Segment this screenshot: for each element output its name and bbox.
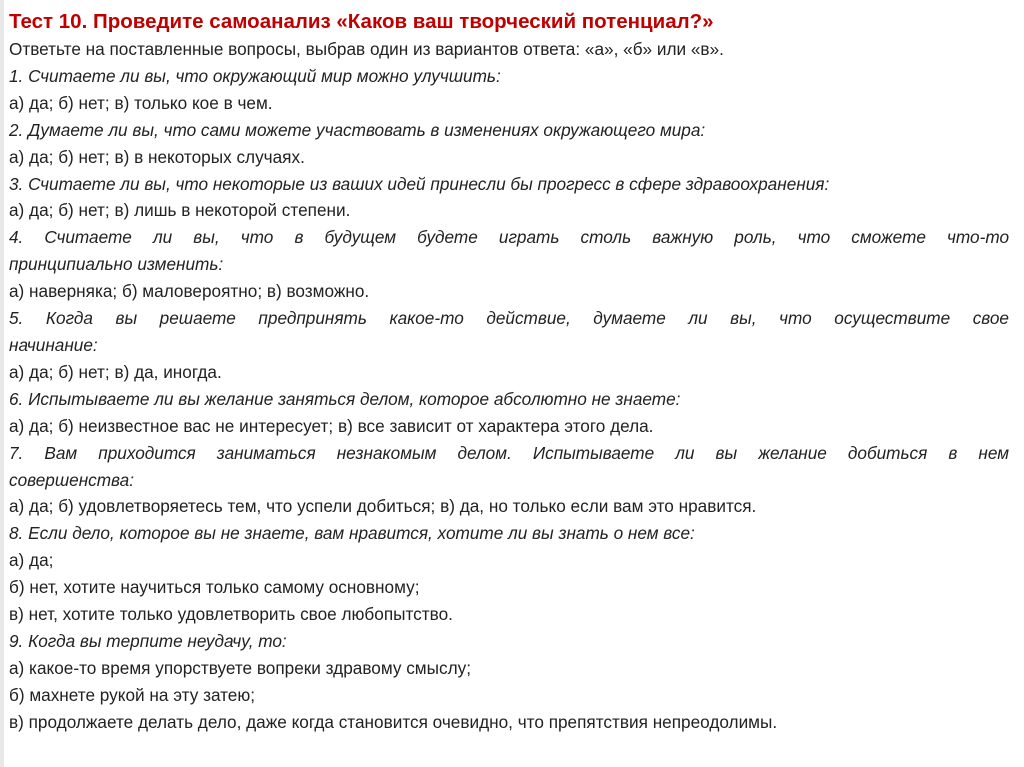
answer-line: а) да; б) неизвестное вас не интересует; в) все зависит от характера этого дела. [9, 415, 654, 436]
question-line: 8. Если дело, которое вы не знаете, вам нравится, хотите ли вы знать о нем все: [9, 523, 695, 544]
left-edge-divider [0, 0, 4, 767]
question-line: совершенства: [9, 469, 134, 490]
question-line: 1. Считаете ли вы, что окружающий мир можно улучшить: [9, 65, 501, 86]
instruction-text: Ответьте на поставленные вопросы, выбрав один из вариантов ответа: «а», «б» или «в». [9, 39, 724, 59]
question-line: 6. Испытываете ли вы желание заняться делом, которое абсолютно не знаете: [9, 388, 681, 409]
slide-content [9, 8, 1009, 736]
question-line: 2. Думаете ли вы, что сами можете участвовать в изменениях окружающего мира: [9, 119, 706, 140]
answer-line: а) да; б) нет; в) да, иногда. [9, 361, 222, 382]
question-line: 4. Считаете ли вы, что в будущем будете играть столь важную роль, что сможете что-то [9, 227, 1009, 248]
question-line: 7. Вам приходится заниматься незнакомым делом. Испытываете ли вы желание добиться в нем [9, 442, 1009, 463]
answer-line: а) какое-то время упорствуете вопреки здравому смыслу; [9, 657, 471, 678]
question-line: 3. Считаете ли вы, что некоторые из ваших идей принесли бы прогресс в сфере здравоохранения: [9, 173, 830, 194]
answer-line: б) махнете рукой на эту затею; [9, 684, 256, 705]
answer-line: а) да; б) нет; в) только кое в чем. [9, 92, 273, 113]
answer-line: а) наверняка; б) маловероятно; в) возможно. [9, 281, 370, 302]
question-line: принципиально изменить: [9, 254, 224, 275]
question-line: 9. Когда вы терпите неудачу, то: [9, 630, 287, 651]
answer-line: а) да; б) удовлетворяетесь тем, что успели добиться; в) да, но только если вам это нравится. [9, 496, 757, 517]
answer-line: в) нет, хотите только удовлетворить свое любопытство. [9, 604, 453, 625]
question-line: 5. Когда вы решаете предпринять какое-то действие, думаете ли вы, что осуществите свое [9, 308, 1009, 329]
question-line: начинание: [9, 334, 98, 355]
answer-line: а) да; [9, 550, 54, 571]
question-list [9, 63, 1009, 736]
answer-line: а) да; б) нет; в) лишь в некоторой степени. [9, 200, 351, 221]
page-title: Тест 10. Проведите самоанализ «Каков ваш творческий потенциал?» [9, 10, 714, 33]
answer-line: а) да; б) нет; в) в некоторых случаях. [9, 146, 305, 167]
answer-line: б) нет, хотите научиться только самому основному; [9, 577, 420, 598]
answer-line: в) продолжаете делать дело, даже когда становится очевидно, что препятствия непреодолимы. [9, 711, 778, 732]
